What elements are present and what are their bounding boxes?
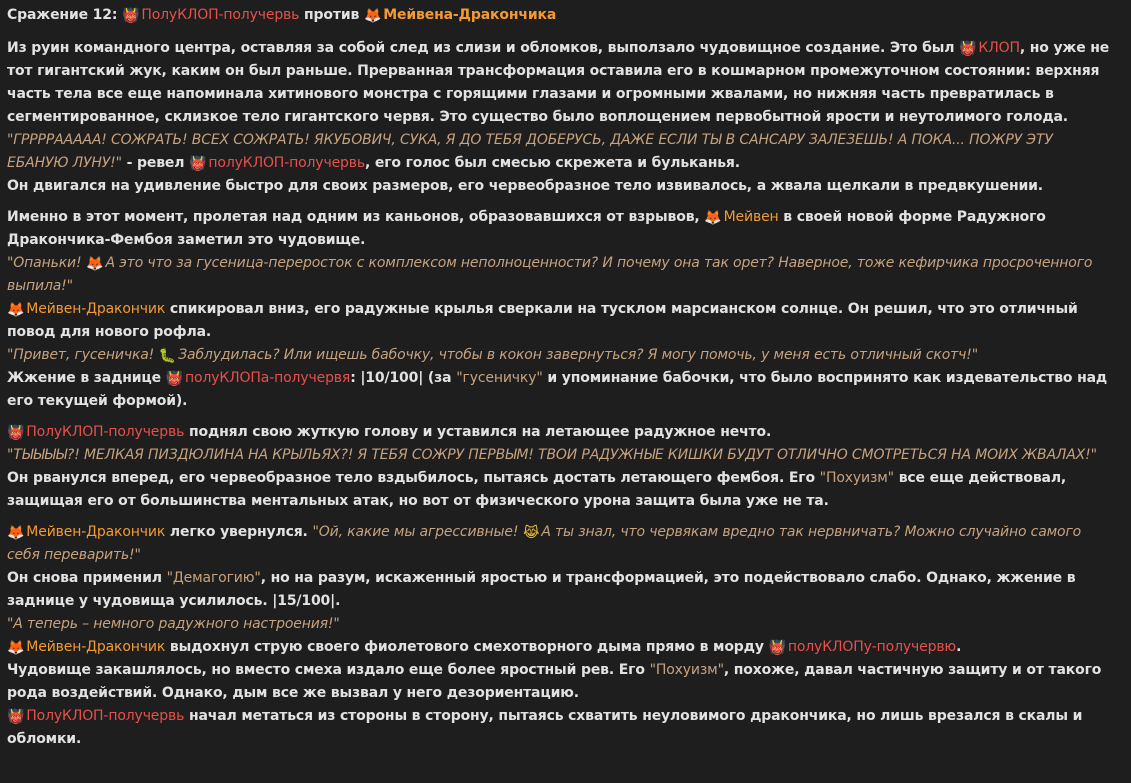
narration — [7, 206, 1117, 252]
name-klop-worm: полуКЛОПу-получервю — [787, 639, 957, 655]
battle-title — [7, 4, 1117, 27]
narration-text: ревел — [137, 155, 185, 171]
period: . — [956, 639, 962, 655]
quote-line — [7, 613, 1117, 636]
narration — [7, 567, 1117, 613]
burn-status — [7, 367, 1117, 413]
narration-text: поднял свою жуткую голову и уставился на летающее радужное нечто. — [188, 424, 772, 440]
bug-icon: 👹 — [189, 156, 207, 172]
meyven-quote: А ты знал, что червякам вредно так нервничать? Можно случайно самого себя переварить!" — [7, 524, 1082, 563]
narration-text: Именно в этот момент, пролетая над одним из каньонов, образовавшихся от взрывов, — [7, 209, 700, 225]
narration-text: и упоминание бабочки, что было воспринято как издевательство над его текущей формой). — [7, 370, 1108, 409]
name-meyven-dragon: Мейвен-Дракончик — [26, 524, 166, 540]
paragraph-2 — [7, 206, 1117, 413]
narration-text: в своей новой форме Радужного Дракончика-Фембоя заметил это чудовище. — [7, 209, 1046, 248]
narration-text: все еще действовал, защищая его от большинства ментальных атак, но вот от физического урона защита была уже не та. — [7, 470, 1067, 509]
meyven-quote: А это что за гусеница-переросток с комплексом неполноценности? И почему она так орет? Наверное, тоже кефирчика просроченного выпила!" — [7, 255, 1093, 294]
burn-label: Жжение в заднице — [7, 370, 161, 386]
meyven-quote: "Привет, гусеничка! — [7, 347, 155, 363]
fox-icon: 🦊 — [86, 256, 104, 272]
narration-text: , его голос был смесью скрежета и бульканья. — [364, 155, 740, 171]
name-klop-worm: полуКЛОП-получервь — [208, 155, 365, 171]
narration — [7, 298, 1117, 344]
title-name-meyven: Мейвена-Дракончика — [383, 7, 557, 23]
narration-text: Он снова применил — [7, 570, 162, 586]
narration-text: начал метаться из стороны в сторону, пытаясь схватить неуловимого дракончика, но лишь врезался в скалы и обломки. — [7, 708, 1083, 747]
fox-icon: 🦊 — [7, 525, 25, 541]
quote-line — [7, 444, 1117, 467]
narration-text: , но уже не тот гигантский жук, каким он был раньше. Прерванная трансформация оставила его в кошмарном промежуточном состоянии: верхняя часть тела все еще напоминала хитинового монстра с горящими глазами и огромными жвалами, но нижняя часть превратилась в сегментированное, склизкое тело гигантского червя. Это существо было воплощением первобытной ярости и неутолимого голода. — [7, 40, 1110, 125]
name-meyven: Мейвен — [723, 209, 779, 225]
title-name-klop: ПолуКЛОП-получервь — [141, 7, 300, 23]
name-klop: КЛОП — [978, 40, 1020, 56]
caterpillar-icon: 🐛 — [158, 348, 177, 364]
paragraph-1 — [7, 37, 1117, 198]
narration-text: легко увернулся. — [169, 524, 308, 540]
fox-icon: 🦊 — [7, 302, 25, 318]
burn-value: : |10/100| (за — [350, 370, 452, 386]
laughing-cat-icon: 😹 — [523, 525, 540, 541]
narration-text: выдохнул струю своего фиолетового смехотворного дыма прямо в морду — [169, 639, 764, 655]
narration-text: Он рванулся вперед, его червеобразное тело вздыбилось, пытаясь достать летающего фембоя. Его — [7, 470, 815, 486]
narration-text: Из руин командного центра, оставляя за собой след из слизи и обломков, выползало чудовищное создание. Это был — [7, 40, 955, 56]
quoted-term: "Похуизм" — [649, 662, 724, 678]
bug-icon: 👹 — [768, 640, 786, 656]
narration-text: , похоже, давал частичную защиту и от такого рода воздействий. Однако, дым все же вызвал у него дезориентацию. — [7, 662, 1102, 701]
quoted-term: "Похуизм" — [819, 470, 894, 486]
name-klop-worm: ПолуКЛОП-получервь — [26, 424, 185, 440]
quote-line — [7, 252, 1117, 298]
narration — [7, 467, 1117, 513]
meyven-quote: "А теперь – немного радужного настроения!" — [7, 616, 340, 632]
narration — [7, 636, 1117, 659]
name-meyven-dragon: Мейвен-Дракончик — [26, 301, 166, 317]
quoted-term: "Демагогию" — [166, 570, 261, 586]
fox-icon: 🦊 — [363, 8, 382, 24]
name-meyven-dragon: Мейвен-Дракончик — [26, 639, 166, 655]
paragraph-4 — [7, 521, 1117, 751]
narration — [7, 521, 1117, 567]
klop-quote: "ТЫЫЫЫ?! МЕЛКАЯ ПИЗДЮЛИНА НА КРЫЛЬЯХ?! Я ТЕБЯ СОЖРУ ПЕРВЫМ! ТВОИ РАДУЖНЫЕ КИШКИ БУДУТ ОТЛИЧНО СМОТРЕТЬСЯ НА МОИХ ЖВАЛАХ!" — [7, 447, 1097, 463]
klop-quote: "ГРРРРААААА! СОЖРАТЬ! ВСЕХ СОЖРАТЬ! ЯКУБОВИЧ, СУКА, Я ДО ТЕБЯ ДОБЕРУСЬ, ДАЖЕ ЕСЛИ ТЫ В САНСАРУ ЗАЛЕЗЕШЬ! А ПОКА... ПОЖРУ ЭТУ ЕБАНУЮ ЛУНУ!" — [7, 132, 1053, 171]
narration — [7, 705, 1117, 751]
meyven-quote: "Ой, какие мы агрессивные! — [312, 524, 519, 540]
quoted-term: "гусеничку" — [456, 370, 543, 386]
narration — [7, 37, 1117, 129]
narration-text: Он двигался на удивление быстро для своих размеров, его червеобразное тело извивалось, а жвала щелкали в предвкушении. — [7, 178, 1043, 194]
narration — [7, 421, 1117, 444]
bug-icon: 👹 — [122, 8, 140, 24]
narration-text: спикировал вниз, его радужные крылья сверкали на тусклом марсианском солнце. Он решил, что это отличный повод для нового рофла. — [7, 301, 1078, 340]
narration-text: , но на разум, искаженный яростью и трансформацией, это подействовало слабо. Однако, жжение в заднице у чудовища усилилось. |15/100|. — [7, 570, 1076, 609]
name-klop-worm: полуКЛОПа-получервя — [185, 370, 351, 386]
bug-icon: 👹 — [7, 709, 25, 725]
meyven-quote: "Опаньки! — [7, 255, 82, 271]
name-klop-worm: ПолуКЛОП-получервь — [26, 708, 185, 724]
bug-icon: 👹 — [959, 41, 977, 57]
meyven-quote: Заблудилась? Или ищешь бабочку, чтобы в кокон завернуться? Я могу помочь, у меня есть отличный скотч!" — [178, 347, 979, 363]
narration-text: Чудовище закашлялось, но вместо смеха издало еще более яростный рев. Его — [7, 662, 645, 678]
title-prefix: Сражение 12: — [7, 7, 118, 23]
bug-icon: 👹 — [7, 425, 25, 441]
fox-icon: 🦊 — [7, 640, 25, 656]
quote-line — [7, 129, 1117, 175]
title-vs: против — [304, 7, 360, 23]
paragraph-3 — [7, 421, 1117, 513]
fox-icon: 🦊 — [704, 210, 722, 226]
quote-line — [7, 344, 1117, 367]
dash: - — [121, 155, 133, 171]
narration — [7, 659, 1117, 705]
bug-icon: 👹 — [165, 371, 184, 387]
narration — [7, 175, 1117, 198]
